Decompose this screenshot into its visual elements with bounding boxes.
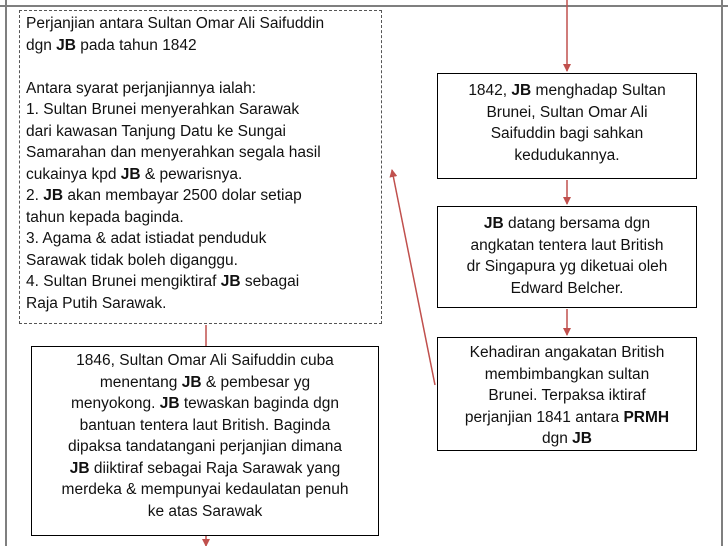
agreement-term-line: Sarawak tidak boleh diganggu. xyxy=(26,251,238,269)
agreement-term-line: Raja Putih Sarawak. xyxy=(26,294,167,312)
event-line: Brunei. Terpaksa iktiraf xyxy=(488,387,646,404)
event-1846-box xyxy=(31,346,379,536)
agreement-terms-box xyxy=(19,10,382,324)
spacer xyxy=(26,56,375,78)
event-line: 1842, JB menghadap Sultan xyxy=(468,82,666,99)
event-line: menentang JB & pembesar yg xyxy=(99,373,311,391)
event-line: membimbangkan sultan xyxy=(484,365,650,383)
event-line: Edward Belcher. xyxy=(510,279,624,297)
event-line: perjanjian 1841 antara PRMH xyxy=(464,408,670,426)
event-line: dr Singapura yg diketuai oleh xyxy=(466,258,668,275)
agreement-term-line: 3. Agama & adat istiadat penduduk xyxy=(26,230,267,247)
british-presence-box xyxy=(437,337,697,451)
agreement-term-line: tahun kepada baginda. xyxy=(26,208,184,226)
agreement-term-line: cukainya kpd JB & pewarisnya. xyxy=(26,165,243,183)
agreement-term-line: Samarahan dan menyerahkan segala hasil xyxy=(26,144,321,161)
event-line: Kehadiran angakatan British xyxy=(469,344,665,361)
event-line: JB diiktiraf sebagai Raja Sarawak yang xyxy=(69,459,341,477)
agreement-term-line: 4. Sultan Brunei mengiktiraf JB sebagai xyxy=(26,273,300,290)
event-1842-box xyxy=(437,73,697,179)
event-line: 1846, Sultan Omar Ali Saifuddin cuba xyxy=(76,352,334,369)
agreement-intro: Antara syarat perjanjiannya ialah: xyxy=(26,79,257,97)
event-line: ke atas Sarawak xyxy=(147,502,263,520)
event-line: merdeka & mempunyai kedaulatan penuh xyxy=(61,481,349,498)
event-line: JB datang bersama dgn xyxy=(483,215,651,232)
agreement-term-line: 2. JB akan membayar 2500 dolar setiap xyxy=(26,187,302,204)
british-fleet-box xyxy=(437,206,697,308)
agreement-term-line: 1. Sultan Brunei menyerahkan Sarawak xyxy=(26,101,300,118)
event-line: dipaksa tandatangani perjanjian dimana xyxy=(67,438,343,455)
event-line: Brunei, Sultan Omar Ali xyxy=(486,103,648,121)
event-line: Saifuddin bagi sahkan xyxy=(490,125,644,142)
arrow-british-to-agreement xyxy=(392,170,435,385)
event-line: kedudukannya. xyxy=(514,146,620,164)
agreement-title-line2: dgn JB pada tahun 1842 xyxy=(26,36,197,54)
event-line: menyokong. JB tewaskan baginda dgn xyxy=(70,395,339,412)
agreement-term-line: dari kawasan Tanjung Datu ke Sungai xyxy=(26,122,286,140)
event-line: dgn JB xyxy=(542,430,592,447)
event-line: angkatan tentera laut British xyxy=(470,236,664,254)
event-line: bantuan tentera laut British. Baginda xyxy=(79,416,331,434)
agreement-title-line1: Perjanjian antara Sultan Omar Ali Saifuddin xyxy=(26,15,325,32)
